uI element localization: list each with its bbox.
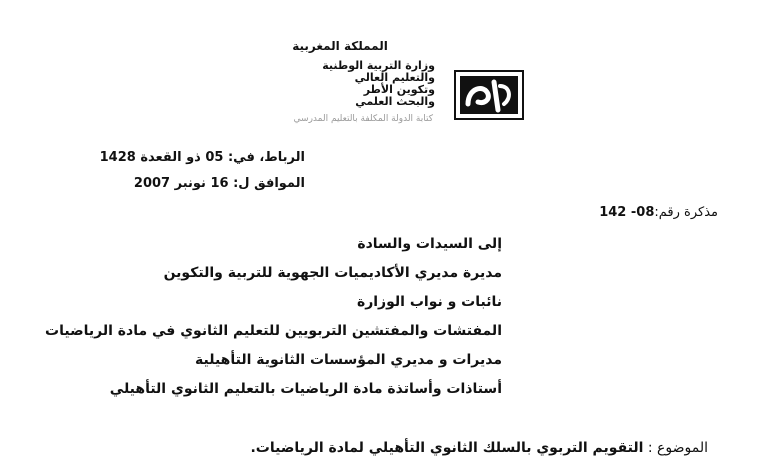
date-gregorian-value: 16 نونبر 2007 (133, 176, 229, 191)
ministry-line: والبحث العلمي (355, 95, 435, 108)
date-hijri-value: 05 ذو القعدة 1428 (99, 150, 224, 165)
recipient-line: إلى السيدات والسادة (357, 236, 502, 252)
recipient-line: مديرات و مديري المؤسسات الثانوية التأهيلية (195, 352, 502, 368)
recipients-list (45, 230, 502, 404)
subject-label: الموضوع : (647, 440, 708, 456)
ministry-logo-icon (454, 70, 524, 120)
memo-number-value: 08- 142 (599, 205, 655, 220)
date-hijri-label: الرباط، في: (227, 150, 305, 165)
ministry-line: والتعليم العالي (354, 71, 435, 84)
recipient-line: مديرة مديري الأكاديميات الجهوية للتربية والتكوين (163, 265, 502, 281)
ministry-subunit: كتابة الدولة المكلفة بالتعليم المدرسي (293, 114, 433, 124)
memo-number (518, 205, 718, 220)
recipient-line: نائبات و نواب الوزارة (356, 294, 502, 310)
ministry-name (255, 60, 435, 108)
recipient-line: المفتشات والمفتشين التربويين للتعليم الثانوي في مادة الرياضيات (45, 323, 502, 339)
recipient-line: أستاذات وأساتذة مادة الرياضيات بالتعليم الثانوي التأهيلي (109, 381, 502, 397)
date-gregorian (105, 176, 305, 191)
date-gregorian-label: الموافق ل: (233, 176, 305, 191)
memo-subject (248, 440, 708, 456)
ministry-line: وتكوين الأطر (363, 83, 435, 96)
ministry-line: وزارة التربية الوطنية (322, 59, 435, 72)
memo-number-label: مذكرة رقم: (654, 205, 718, 220)
date-hijri (99, 150, 305, 165)
kingdom-title: المملكة المغربية (292, 39, 388, 53)
subject-text: التقويم التربوي بالسلك الثانوي التأهيلي لمادة الرياضيات. (250, 440, 644, 456)
